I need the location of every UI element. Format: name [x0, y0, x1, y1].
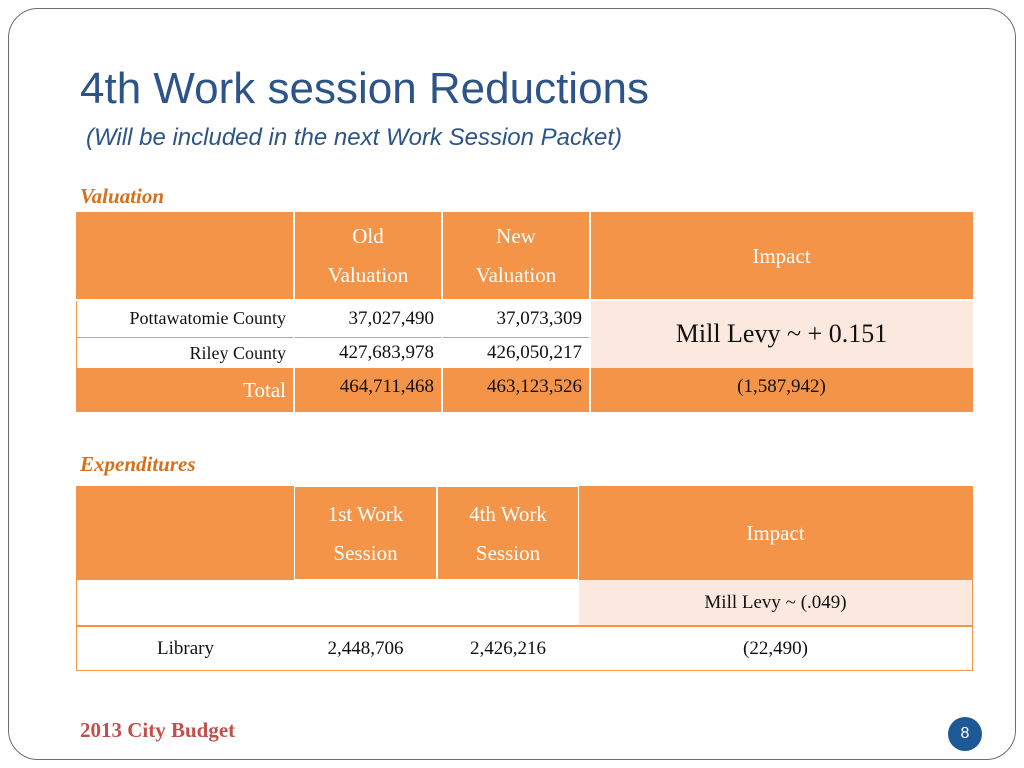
cell-pottawatomie-new: 37,073,309 — [442, 300, 590, 337]
cell-total-impact: (1,587,942) — [590, 368, 973, 412]
cell-riley-new: 426,050,217 — [442, 337, 590, 368]
row-label-pottawatomie: Pottawatomie County — [76, 300, 294, 337]
valuation-divider-1 — [293, 212, 295, 412]
header-old-valuation — [294, 212, 442, 300]
header-new-valuation-line1: New — [496, 224, 536, 248]
cell-total-old: 464,711,468 — [294, 368, 442, 412]
row-label-total: Total — [76, 368, 294, 412]
header-fourth-line1: 4th Work — [469, 501, 547, 526]
row-label-riley: Riley County — [76, 337, 294, 368]
valuation-divider-2 — [441, 212, 443, 412]
cell-riley-old: 427,683,978 — [294, 337, 442, 368]
row-label-library: Library — [77, 627, 294, 670]
header-new-valuation-line2: Valuation — [475, 263, 557, 287]
slide-title: 4th Work session Reductions — [80, 64, 650, 113]
header-first-line2: Session — [333, 540, 398, 565]
header-valuation-impact: Impact — [590, 212, 973, 300]
cell-total-new: 463,123,526 — [442, 368, 590, 412]
cell-pottawatomie-old: 37,027,490 — [294, 300, 442, 337]
expenditures-mill-levy: Mill Levy ~ (.049) — [579, 580, 972, 625]
header-fourth-line2: Session — [475, 540, 541, 565]
expenditures-divider-1 — [436, 487, 438, 580]
header-new-valuation — [442, 212, 590, 300]
page-number-badge: 8 — [948, 717, 982, 751]
slide-subtitle: (Will be included in the next Work Session Packet) — [86, 124, 623, 151]
valuation-header-blank — [76, 212, 294, 300]
header-old-valuation-line2: Valuation — [327, 263, 409, 287]
expenditures-header-blank — [77, 487, 294, 580]
valuation-divider-3 — [589, 212, 591, 412]
expenditures-section-label: Expenditures — [80, 452, 196, 476]
cell-library-first: 2,448,706 — [294, 627, 437, 670]
cell-library-fourth: 2,426,216 — [437, 627, 579, 670]
header-expenditures-impact: Impact — [579, 487, 972, 580]
cell-library-impact: (22,490) — [579, 627, 972, 670]
valuation-mill-levy: Mill Levy ~ + 0.151 — [590, 300, 973, 368]
valuation-section-label: Valuation — [80, 184, 165, 208]
footer-label: 2013 City Budget — [80, 718, 236, 742]
header-first-line1: 1st Work — [327, 501, 404, 526]
valuation-header-divider — [76, 299, 973, 301]
header-old-valuation-line1: Old — [352, 224, 384, 248]
expenditures-mill-levy-blank — [77, 580, 579, 625]
